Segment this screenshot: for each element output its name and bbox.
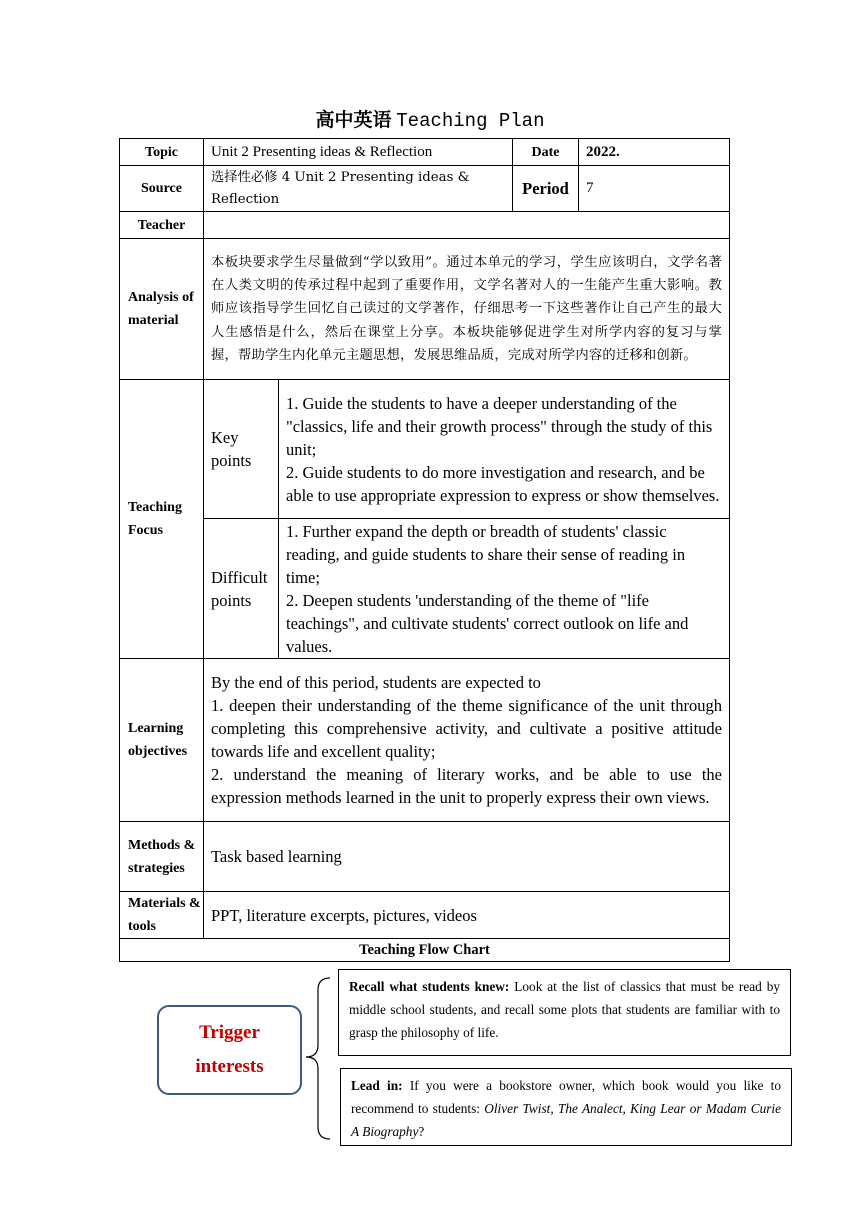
lead-in-end: ? [418,1124,425,1139]
lead-in-title: Lead in: [351,1078,403,1093]
source-value: 选择性必修 4 Unit 2 Presenting ideas & Reflection [203,165,513,212]
recall-title: Recall what students knew: [349,979,510,994]
title-chinese: 高中英语 [315,109,392,131]
date-label: Date [512,138,579,166]
objectives-label: Learning objectives [119,658,204,822]
lead-in-books: Oliver Twist, The Analect, King Lear or Madam Curie A Biography [351,1101,782,1139]
curly-brace-connector [300,975,340,1145]
difficult-points-value: 1. Further expand the depth or breadth of students' classic reading, and guide students to share their sense of reading in time; 2. Deepen students 'understanding of the theme of "life teachings", and cultivate students' correct outlook on life and values. [278,518,730,659]
recall-text: Look at the list of classics that must be read by middle school students, and recall some plots that students are familiar with to grasp the philosophy of life. [349,979,780,1040]
methods-label: Methods & strategies [119,821,204,892]
teacher-label: Teacher [119,211,204,239]
key-points-value: 1. Guide the students to have a deeper understanding of the "classics, life and their growth process" through the study of this unit; 2. Guide students to do more investigation and research, and be able to use appropriate expression to express or show themselves. [278,379,730,519]
teaching-plan-table [119,138,730,962]
date-value: 2022. [578,138,730,166]
period-label: Period [512,165,579,212]
document-title [0,108,860,133]
trigger-line-1: Trigger [199,1022,260,1043]
teacher-value [203,211,730,239]
topic-label: Topic [119,138,204,166]
title-english: Teaching Plan [396,110,545,132]
materials-value: PPT, literature excerpts, pictures, videos [203,891,730,939]
lead-in-text: If you were a bookstore owner, which book would you like to recommend to students: [351,1078,782,1116]
flow-chart-header: Teaching Flow Chart [119,938,730,962]
lead-in-box [340,1068,792,1146]
methods-value: Task based learning [203,821,730,892]
source-label: Source [119,165,204,212]
difficult-points-label: Difficult points [203,518,279,659]
materials-label: Materials & tools [119,891,204,939]
focus-label: Teaching Focus [119,379,204,659]
analysis-label: Analysis of material [119,238,204,380]
key-points-label: Key points [203,379,279,519]
recall-box [338,969,791,1056]
analysis-value: 本板块要求学生尽量做到“学以致用”。通过本单元的学习，学生应该明白，文学名著在人类文明的传承过程中起到了重要作用，文学名著对人的一生能产生重大影响。教师应该指导学生回忆自己读过的文学著作，仔细思考一下这些著作让自己产生的最大人生感悟是什么，然后在课堂上分享。本板块能够促进学生对所学内容的复习与掌握，帮助学生内化单元主题思想，发展思维品质，完成对所学内容的迁移和创新。 [203,238,730,380]
objectives-value: By the end of this period, students are expected to 1. deepen their understanding of the theme significance of the unit through completing this comprehensive activity, and cultivate a positive attitude towards life and excellent quality; 2. understand the meaning of literary works, and be able to use the expression methods learned in the unit to properly express their own views. [203,658,730,822]
period-value: 7 [578,165,730,212]
topic-value: Unit 2 Presenting ideas & Reflection [203,138,513,166]
trigger-line-2: interests [195,1056,264,1077]
trigger-interests-box [157,1005,302,1095]
